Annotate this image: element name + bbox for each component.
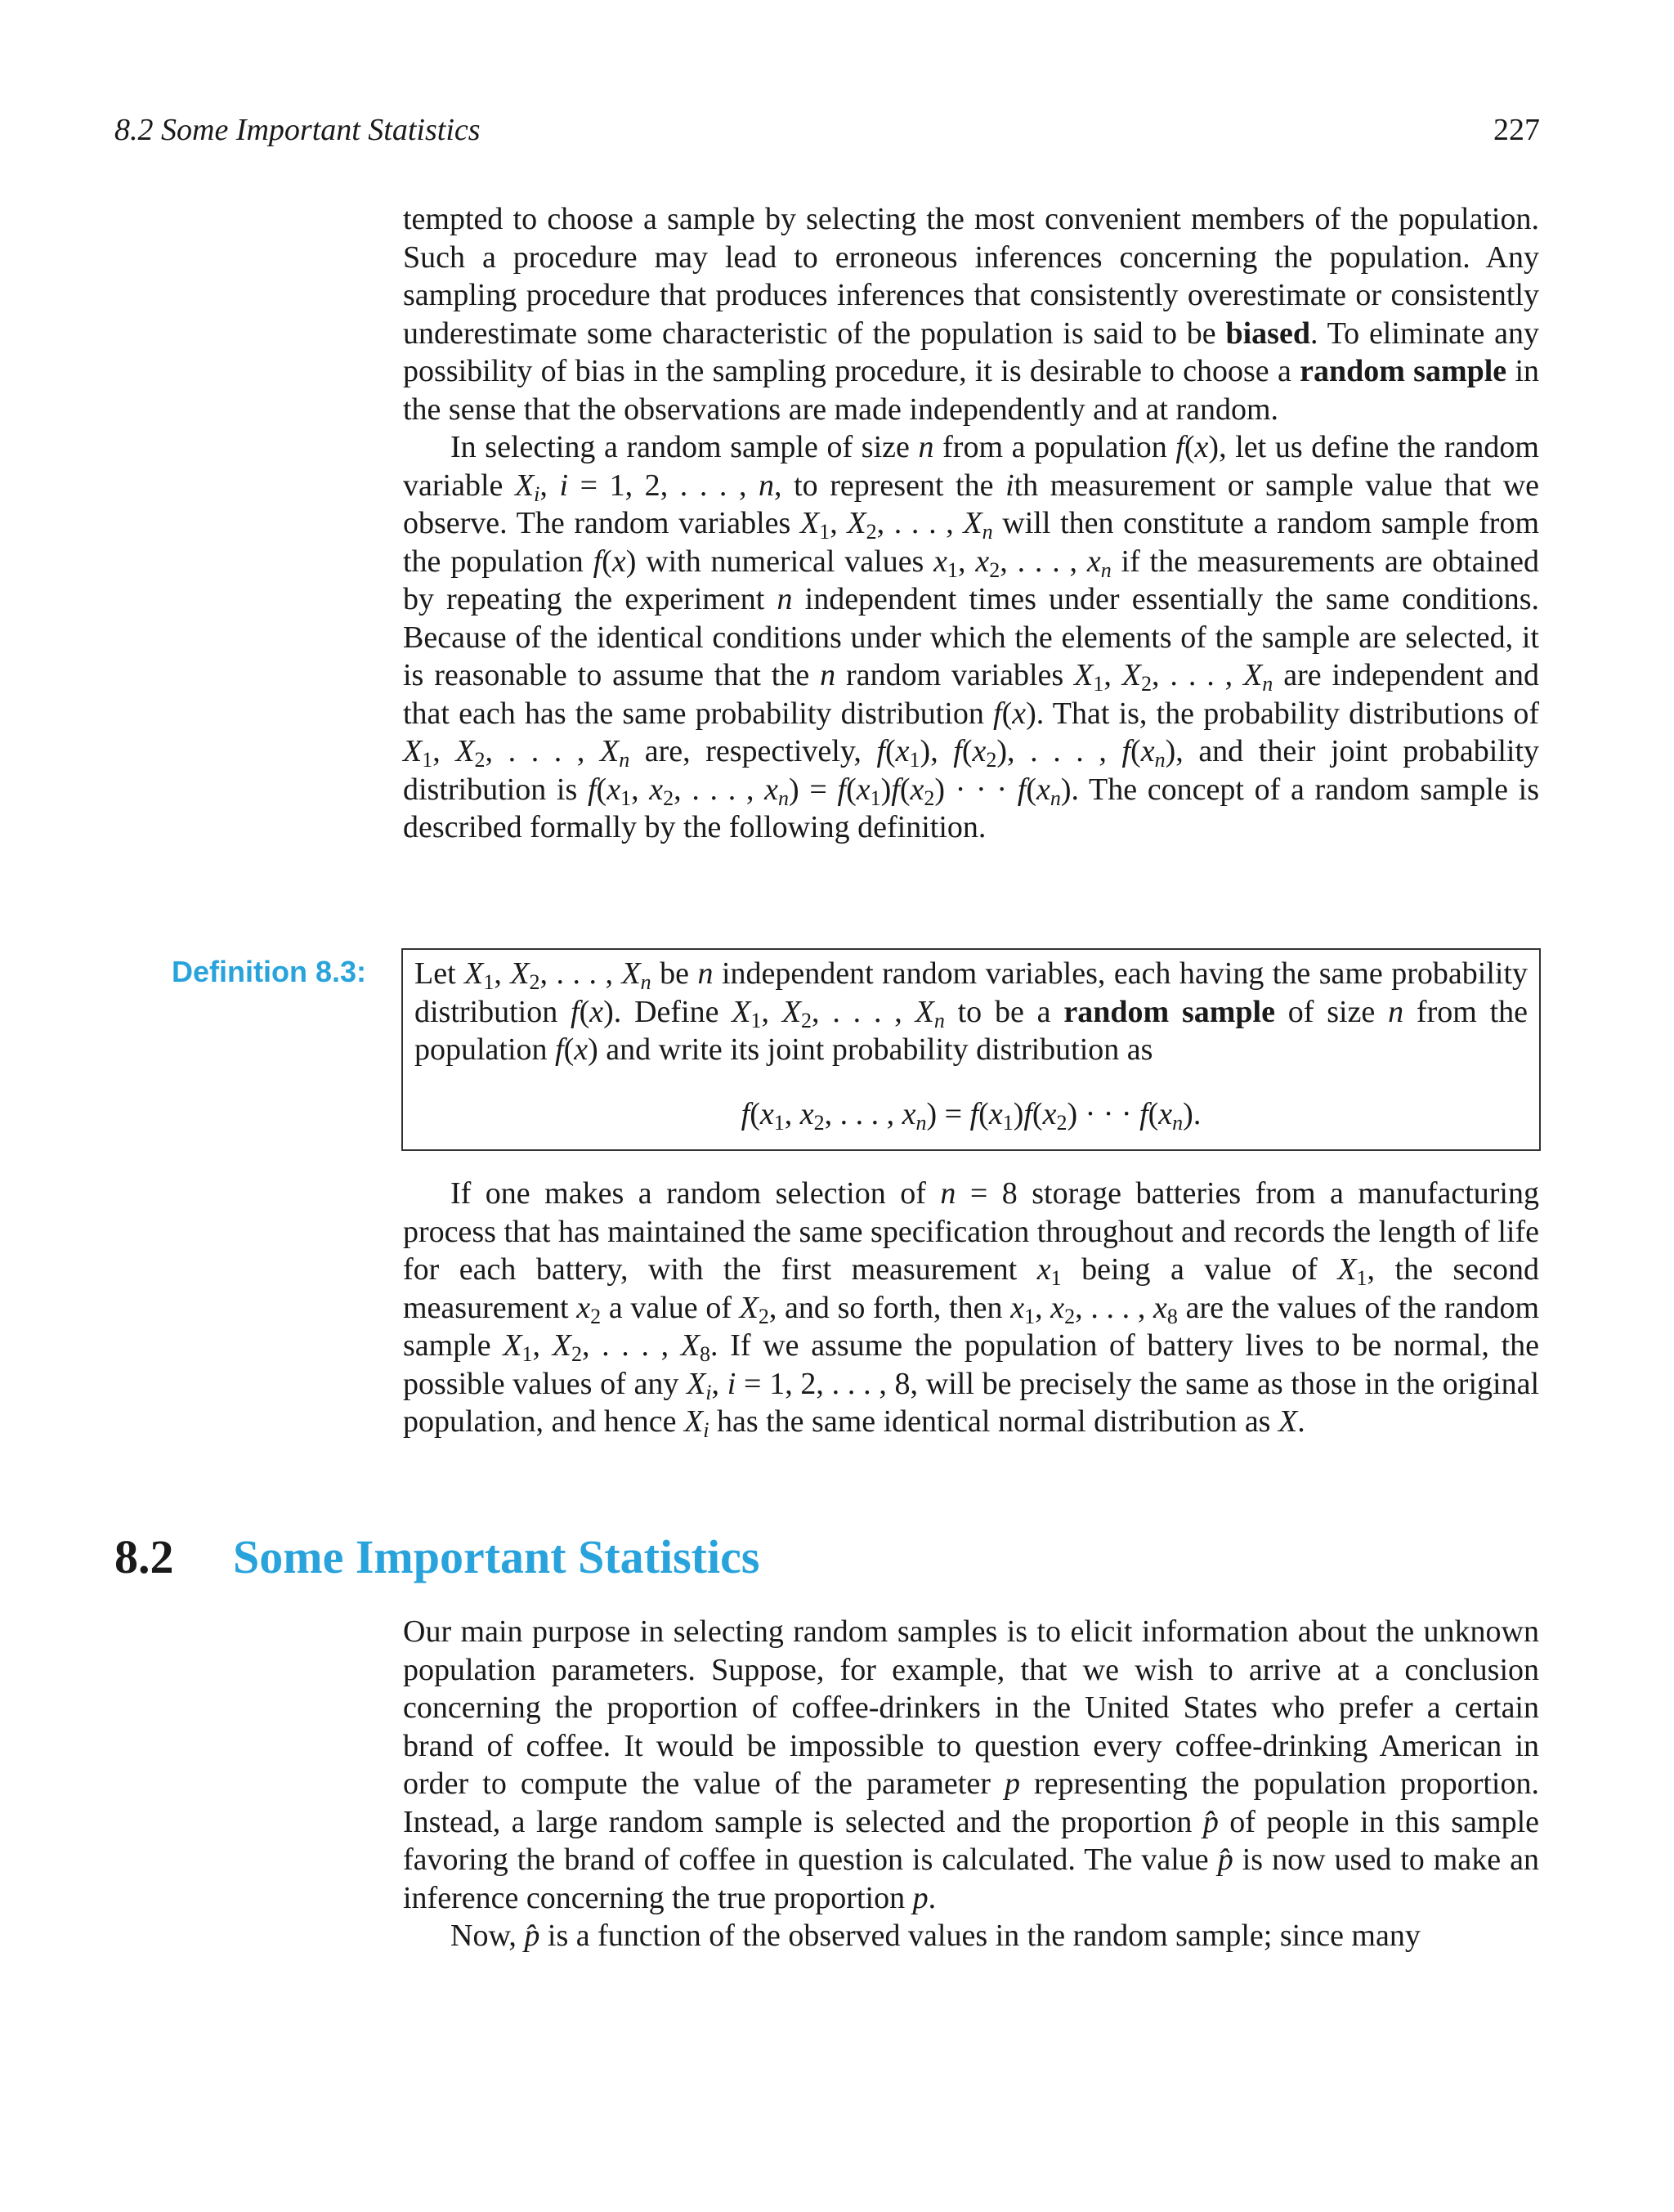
paragraph-batteries: If one makes a random selection of n = 8 storage batteries from a manufacturing process that has maintained the same specification throughout and records the length of life for each battery, with the first measurement $x_1$ being a value of $X_1$, the second measurement $x_2$ a value of $X_2$, and so forth, then $x_1$, $x_2$, . . . , $x_8$ are the values of the random sample $X_1$, $X_2$, . . . , $X_8$. If we assume the population of battery lives to be normal, the possible values of any $X_i$, i = 1, 2, . . . , 8, will be precisely the same as those in the original population, and hence $X_i$ has the same identical normal distribution as X.: [403, 1176, 1540, 1442]
body-text-top: [403, 200, 1539, 847]
term-biased: biased: [1225, 316, 1310, 351]
definition-box: [401, 948, 1541, 1151]
section-title: Some Important Statistics: [233, 1530, 760, 1583]
paragraph-coffee: Our main purpose in selecting random samples is to elicit information about the unknown population parameters. Suppose, for example, that we wish to arrive at a conclusion concerning the proportion of coffee-drinkers in the United States who prefer a certain brand of coffee. It would be impossible to question every coffee-drinking American in order to compute the value of the parameter p representing the population proportion. Instead, a large random sample is selected and the proportion p̂ of people in this sample favoring the brand of coffee in question is calculated. The value p̂ is now used to make an inference concerning the true proportion p.: [403, 1614, 1540, 1915]
paragraph-bias: tempted to choose a sample by selecting the most convenient members of the population. Such a procedure may lead to erroneous inferences concerning the population. Any sampling procedure that produces inferences that consistently overestimate or consistently underestimate some characteristic of the population is said to be biased. To eliminate any possibility of bias in the sampling procedure, it is desirable to choose a random sample in the sense that the observations are made independently and at random.: [403, 202, 1540, 427]
definition-label: Definition 8.3:: [172, 955, 367, 988]
body-text-bottom: [403, 1613, 1539, 1955]
running-head-section: 8.2 Some Important Statistics: [114, 113, 481, 147]
definition-text: Let $X_1$, $X_2$, . . . , $X_n$ be n independent random variables, each having the same probability distribution f(x). Define $X_1$, $X_2$, . . . , $X_n$ to be a random sample of size n from the population f(x) and write its joint probability distribution as: [414, 956, 1529, 1067]
page-number: 227: [1493, 113, 1540, 147]
paragraph-function: Now, p̂ is a function of the observed values in the random sample; since many: [450, 1919, 1421, 1953]
section-number: 8.2: [114, 1530, 174, 1583]
definition-equation: $f(x_1$, $x_2$, . . . , $x_n) = f(x_1)f(x_2)$ · · · $f(x_n)$.: [741, 1097, 1202, 1135]
body-text-middle: [403, 1175, 1539, 1441]
term-random-sample: random sample: [1300, 354, 1507, 388]
definition-term-random-sample: random sample: [1063, 994, 1275, 1029]
section-heading: [114, 1529, 759, 1586]
paragraph-random-variables: In selecting a random sample of size n from a population f(x), let us define the random variable $X_i$, i = 1, 2, . . . , n, to represent the ith measurement or sample value that we observe. The random variables $X_1$, $X_2$, . . . , $X_n$ will then constitute a random sample from the population f(x) with numerical values $x_1$, $x_2$, . . . , $x_n$ if the measurements are obtained by repeating the experiment n independent times under essentially the same conditions. Because of the identical conditions under which the elements of the sample are selected, it is reasonable to assume that the n random variables $X_1$, $X_2$, . . . , $X_n$ are independent and that each has the same probability distribution f(x). That is, the probability distributions of $X_1$, $X_2$, . . . , $X_n$ are, respectively, $f(x_1)$, $f(x_2)$, . . . , $f(x_n)$, and their joint probability distribution is $f(x_1$, $x_2$, . . . , $x_n) = f(x_1)f(x_2)$ · · · $f(x_n)$. The concept of a random sample is described formally by the following definition.: [403, 430, 1540, 844]
